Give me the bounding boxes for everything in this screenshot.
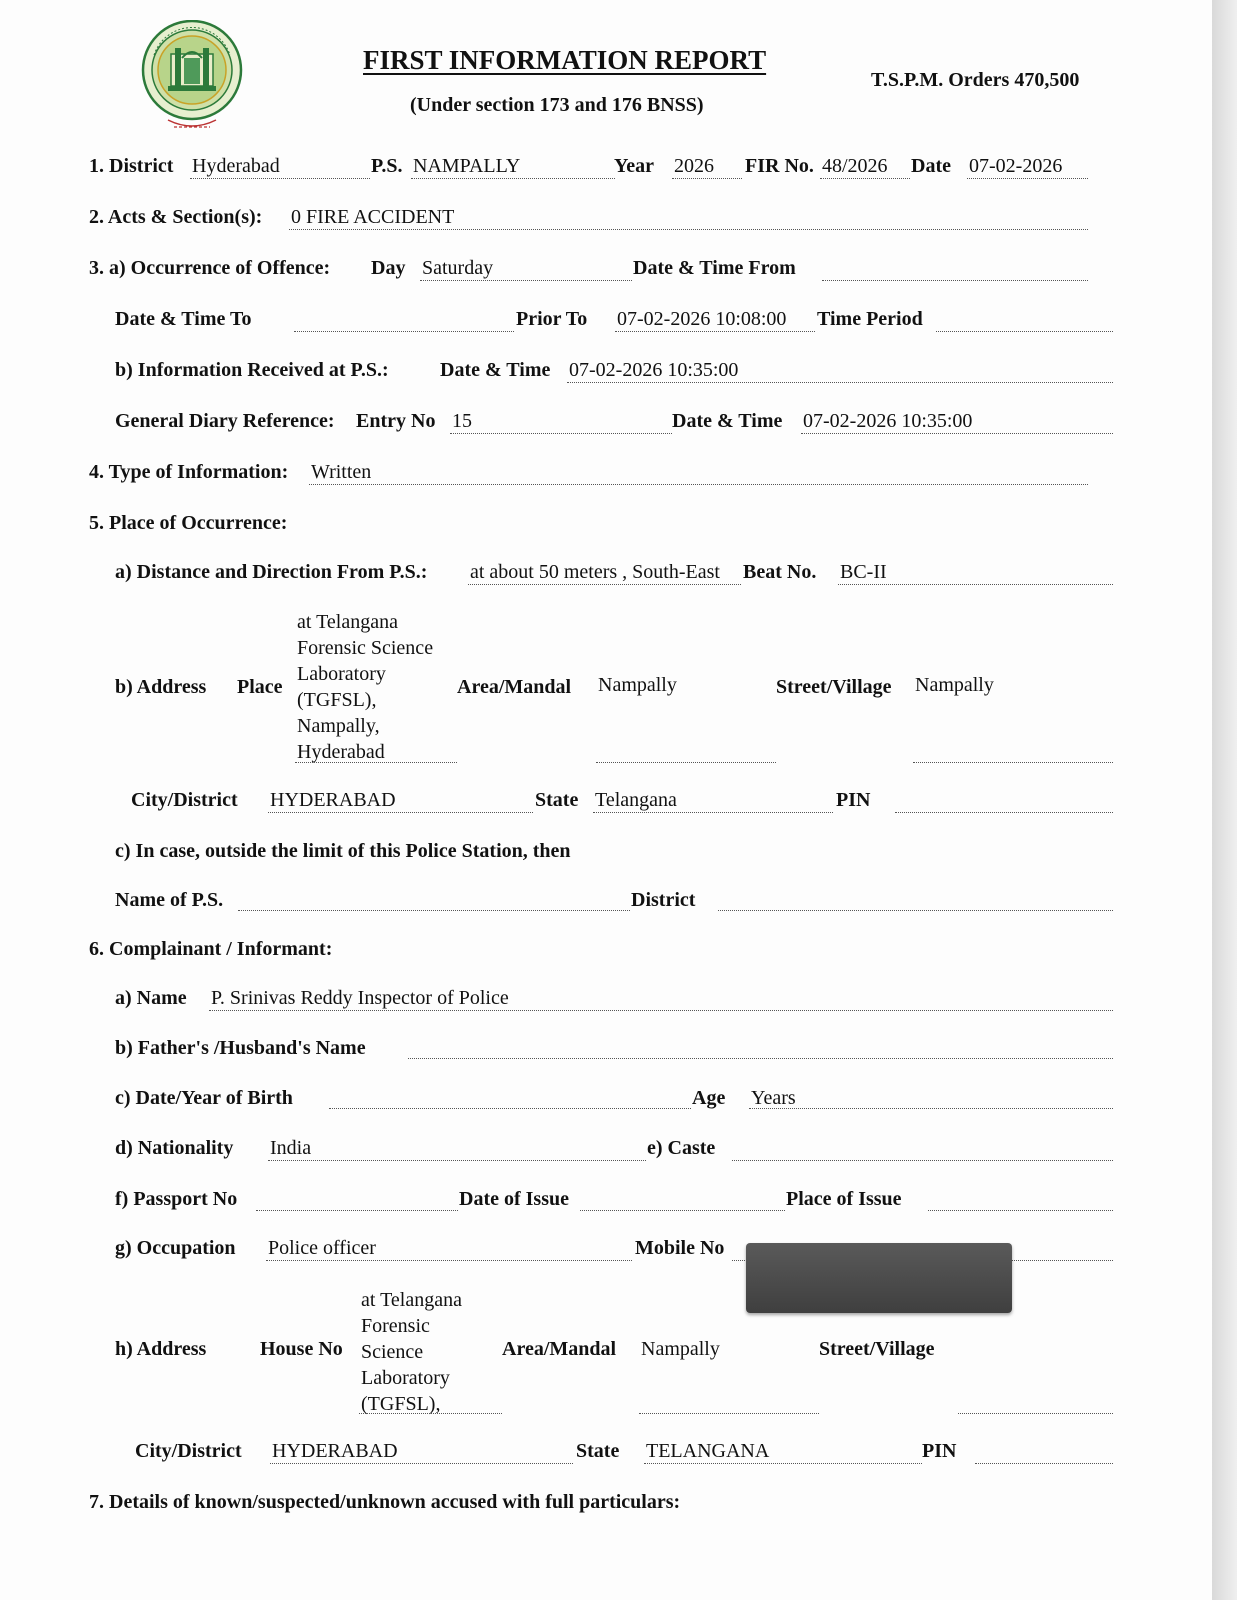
pin-underline (895, 812, 1113, 813)
age-label: Age (692, 1087, 726, 1109)
complainant-city-value: HYDERABAD (272, 1440, 398, 1462)
occupation-label: g) Occupation (115, 1237, 236, 1259)
year-underline (672, 178, 742, 179)
ps-underline (411, 178, 615, 179)
place-value: at Telangana Forensic Science Laboratory (TGFSL), Nampally, Hyderabad (297, 611, 434, 763)
city-district-value: HYDERABAD (270, 789, 396, 811)
name-value: P. Srinivas Reddy Inspector of Police (211, 987, 509, 1009)
complainant-street-label: Street/Village (819, 1338, 935, 1360)
gd-date-time-value: 07-02-2026 10:35:00 (803, 410, 973, 432)
time-period-underline (936, 331, 1113, 332)
complainant-label: 6. Complainant / Informant: (89, 938, 333, 960)
fir-no-underline (820, 178, 910, 179)
ps-name-label: Name of P.S. (115, 889, 224, 911)
beat-no-underline (838, 584, 1113, 585)
entry-no-value: 15 (452, 410, 472, 432)
telangana-emblem-icon (138, 20, 246, 132)
issue-place-underline (928, 1210, 1113, 1211)
state-underline (593, 812, 833, 813)
place-of-occurrence-label: 5. Place of Occurrence: (89, 512, 288, 534)
orders-reference: T.S.P.M. Orders 470,500 (871, 69, 1080, 91)
day-value: Saturday (422, 257, 494, 279)
occupation-value: Police officer (268, 1237, 376, 1259)
pin-label: PIN (836, 789, 871, 811)
date-time-from-label: Date & Time From (633, 257, 796, 279)
dob-underline (329, 1108, 691, 1109)
district-value: Hyderabad (192, 155, 280, 177)
ps-value: NAMPALLY (413, 155, 521, 177)
street-village-underline (913, 762, 1113, 763)
issue-date-label: Date of Issue (459, 1188, 569, 1210)
day-underline (420, 280, 632, 281)
mobile-no-label: Mobile No (635, 1237, 725, 1259)
outside-limit-label: c) In case, outside the limit of this Police Station, then (115, 840, 571, 862)
caste-underline (732, 1160, 1113, 1161)
distance-direction-value: at about 50 meters , South-East (470, 561, 720, 583)
info-type-underline (309, 484, 1088, 485)
name-underline (209, 1010, 1113, 1011)
complainant-state-value: TELANGANA (646, 1440, 770, 1462)
date-underline (967, 178, 1088, 179)
street-village-value: Nampally (915, 674, 994, 696)
complainant-state-label: State (576, 1440, 620, 1462)
nationality-value: India (270, 1137, 312, 1159)
fir-no-label: FIR No. (745, 155, 814, 177)
issue-place-label: Place of Issue (786, 1188, 902, 1210)
dob-label: c) Date/Year of Birth (115, 1087, 293, 1109)
entry-no-label: Entry No (356, 410, 436, 432)
area-mandal-label: Area/Mandal (457, 676, 572, 698)
gd-reference-label: General Diary Reference: (115, 410, 335, 432)
complainant-address-label: h) Address (115, 1338, 207, 1360)
city-district-underline (268, 812, 533, 813)
house-no-value: at Telangana Forensic Science Laboratory (TGFSL), (361, 1289, 462, 1415)
area-mandal-underline (596, 762, 776, 763)
info-date-time-underline (567, 382, 1113, 383)
entry-no-underline (450, 433, 672, 434)
age-value: Years (751, 1087, 796, 1109)
distance-direction-underline (468, 584, 741, 585)
complainant-area-underline (639, 1413, 819, 1414)
ps-name-underline (238, 910, 630, 911)
beat-no-label: Beat No. (743, 561, 817, 583)
state-label: State (535, 789, 579, 811)
fir-no-value: 48/2026 (822, 155, 888, 177)
date-time-from-underline (822, 280, 1088, 281)
complainant-state-underline (644, 1463, 922, 1464)
prior-to-label: Prior To (516, 308, 588, 330)
complainant-city-label: City/District (135, 1440, 242, 1462)
day-label: Day (371, 257, 406, 279)
info-received-label: b) Information Received at P.S.: (115, 359, 389, 381)
state-value: Telangana (595, 789, 677, 811)
accused-details-label: 7. Details of known/suspected/unknown accused with full particulars: (89, 1491, 681, 1513)
prior-to-value: 07-02-2026 10:08:00 (617, 308, 787, 330)
date-time-to-underline (294, 331, 514, 332)
occupation-underline (266, 1260, 632, 1261)
date-value: 07-02-2026 (969, 155, 1063, 177)
house-no-underline (359, 1413, 502, 1414)
page-edge (1212, 0, 1237, 1600)
year-value: 2026 (674, 155, 714, 177)
city-district-label: City/District (131, 789, 238, 811)
complainant-pin-underline (975, 1463, 1113, 1464)
info-type-value: Written (311, 461, 372, 483)
acts-value: 0 FIRE ACCIDENT (291, 206, 455, 228)
complainant-area-value: Nampally (641, 1338, 720, 1360)
acts-label: 2. Acts & Section(s): (89, 206, 263, 228)
gd-date-time-label: Date & Time (672, 410, 783, 432)
ps-label: P.S. (371, 155, 403, 177)
complainant-street-underline (958, 1413, 1113, 1414)
passport-underline (256, 1210, 458, 1211)
father-name-underline (408, 1058, 1113, 1059)
district-underline (190, 178, 370, 179)
complainant-area-label: Area/Mandal (502, 1338, 617, 1360)
complainant-pin-label: PIN (922, 1440, 957, 1462)
nationality-underline (268, 1160, 646, 1161)
house-no-label: House No (260, 1338, 343, 1360)
time-period-label: Time Period (817, 308, 923, 330)
area-mandal-value: Nampally (598, 674, 677, 696)
father-name-label: b) Father's /Husband's Name (115, 1037, 366, 1059)
caste-label: e) Caste (647, 1137, 716, 1159)
place-label: Place (237, 676, 283, 698)
date-label: Date (911, 155, 951, 177)
beat-no-value: BC-II (840, 561, 887, 583)
prior-to-underline (615, 331, 815, 332)
outside-district-underline (718, 910, 1113, 911)
passport-label: f) Passport No (115, 1188, 238, 1210)
issue-date-underline (580, 1210, 785, 1211)
complainant-city-underline (270, 1463, 573, 1464)
occurrence-label: 3. a) Occurrence of Offence: (89, 257, 331, 279)
info-date-time-value: 07-02-2026 10:35:00 (569, 359, 739, 381)
occurrence-address-label: b) Address (115, 676, 207, 698)
place-underline (295, 762, 457, 763)
distance-direction-label: a) Distance and Direction From P.S.: (115, 561, 428, 583)
outside-district-label: District (631, 889, 696, 911)
date-time-to-label: Date & Time To (115, 308, 252, 330)
gd-date-time-underline (801, 433, 1113, 434)
info-date-time-label: Date & Time (440, 359, 551, 381)
district-label: 1. District (89, 155, 174, 177)
year-label: Year (614, 155, 654, 177)
acts-underline (289, 229, 1088, 230)
page-title: FIRST INFORMATION REPORT (363, 45, 767, 75)
name-label: a) Name (115, 987, 187, 1009)
redaction-box (746, 1243, 1012, 1313)
nationality-label: d) Nationality (115, 1137, 234, 1159)
page-subtitle: (Under section 173 and 176 BNSS) (410, 94, 704, 116)
age-underline (749, 1108, 1113, 1109)
street-village-label: Street/Village (776, 676, 892, 698)
info-type-label: 4. Type of Information: (89, 461, 289, 483)
